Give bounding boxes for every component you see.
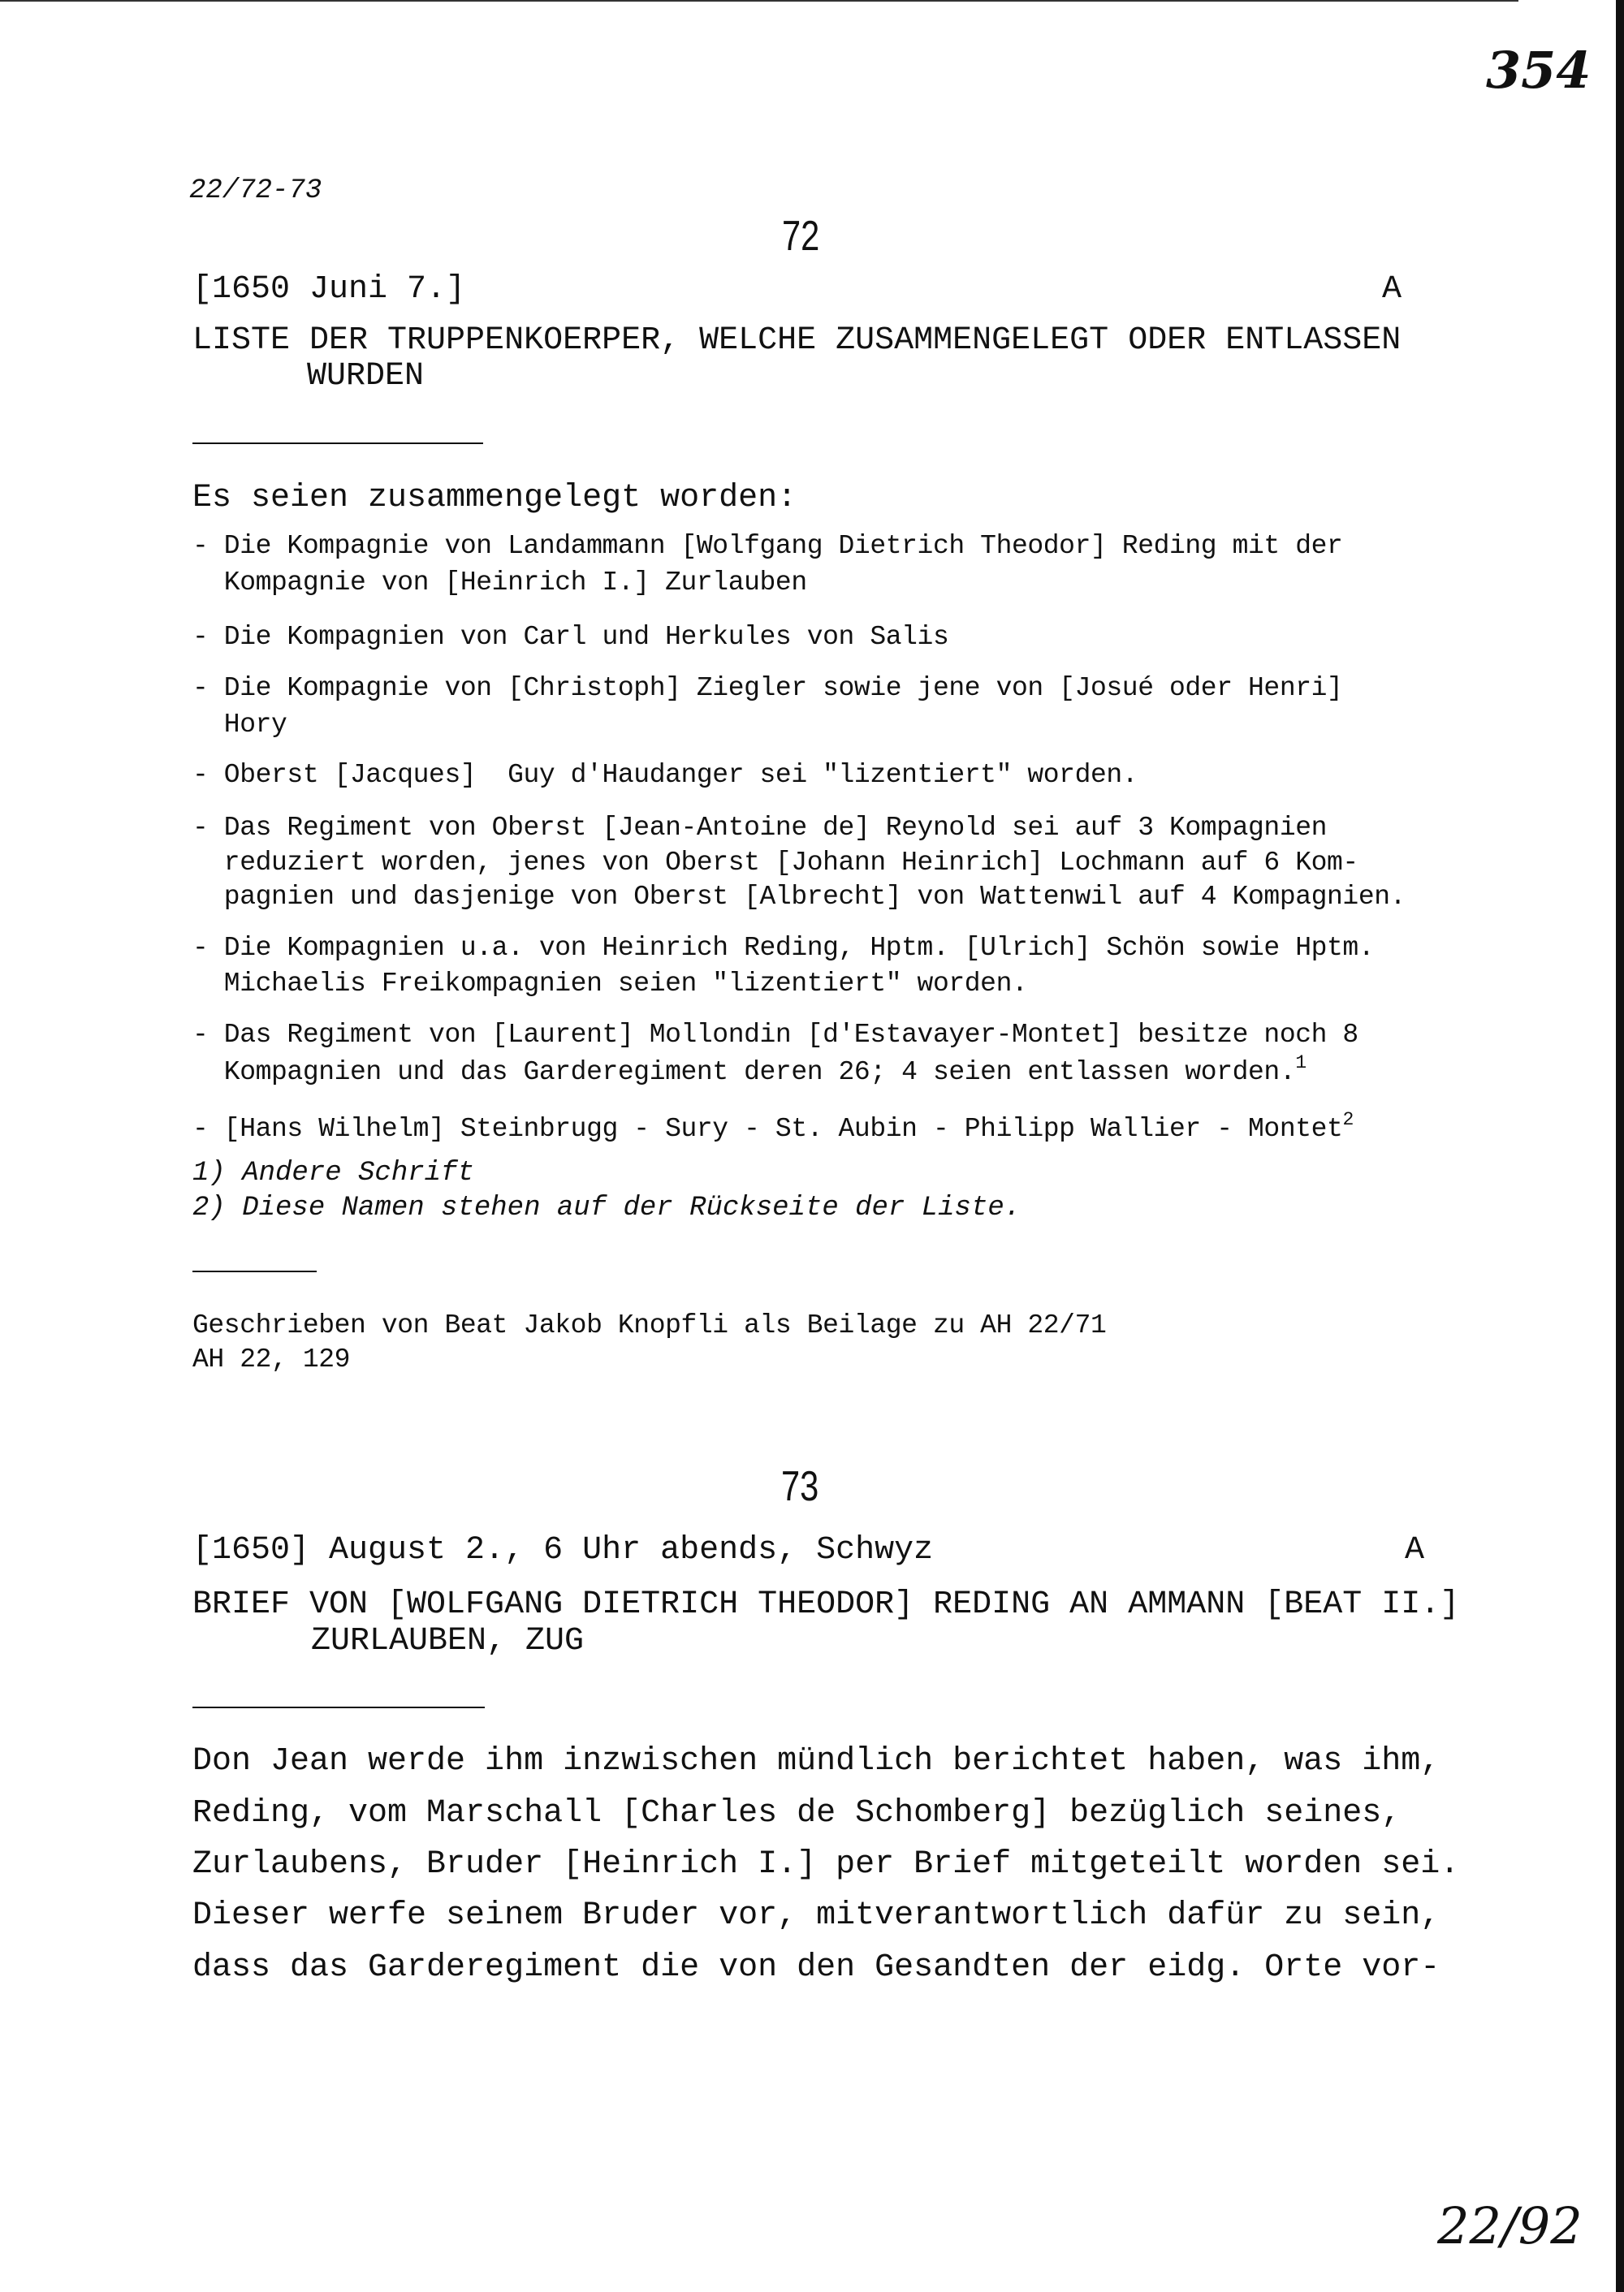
list-item-cont: reduziert worden, jenes von Oberst [Johann Heinrich] Lochmann auf 6 Kom- <box>192 848 1358 878</box>
divider <box>192 1271 317 1272</box>
document-date: [1650 Juni 7.] <box>192 271 466 308</box>
list-item: - Die Kompagnien u.a. von Heinrich Reding, Hptm. [Ulrich] Schön sowie Hptm. <box>192 933 1375 963</box>
document-title: LISTE DER TRUPPENKOERPER, WELCHE ZUSAMMENGELEGT ODER ENTLASSEN <box>192 322 1402 359</box>
body-line: Zurlaubens, Bruder [Heinrich I.] per Brief mitgeteilt worden sei. <box>192 1846 1460 1883</box>
body-line: dass das Garderegiment die von den Gesandten der eidg. Orte vor- <box>192 1949 1440 1986</box>
divider <box>192 442 483 444</box>
scan-edge-right <box>1616 0 1624 2292</box>
archive-reference: 22/72-73 <box>189 175 322 206</box>
list-item-cont: Kompagnie von [Heinrich I.] Zurlauben <box>192 568 807 598</box>
document-date: [1650] August 2., 6 Uhr abends, Schwyz <box>192 1532 934 1569</box>
list-item <box>192 1111 1354 1142</box>
source-note: Geschrieben von Beat Jakob Knopfli als Beilage zu AH 22/71 <box>192 1310 1107 1340</box>
body-line: Reding, vom Marschall [Charles de Schomberg] bezüglich seines, <box>192 1795 1402 1832</box>
list-item-cont <box>192 1054 1307 1086</box>
document-title: BRIEF VON [WOLFGANG DIETRICH THEODOR] REDING AN AMMANN [BEAT II.] <box>192 1586 1460 1623</box>
document-number-72: 72 <box>782 213 820 260</box>
footnote-mark: 1 <box>1295 1052 1307 1073</box>
list-item-text: - [Hans Wilhelm] Steinbrugg - Sury - St. Aubin - Philipp Wallier - Montet <box>192 1113 1343 1144</box>
divider <box>192 1707 485 1708</box>
list-item-text: Kompagnien und das Garderegiment deren 26; 4 seien entlassen worden. <box>192 1056 1296 1087</box>
footnote: 1) Andere Schrift <box>192 1158 474 1189</box>
list-item: - Das Regiment von Oberst [Jean-Antoine de] Reynold sei auf 3 Kompagnien <box>192 813 1328 843</box>
list-item-cont: Hory <box>192 710 287 740</box>
scan-edge-top <box>0 0 1518 2</box>
document-number-73: 73 <box>781 1463 819 1510</box>
list-item: - Das Regiment von [Laurent] Mollondin [d'Estavayer-Montet] besitze noch 8 <box>192 1020 1358 1050</box>
source-reference: AH 22, 129 <box>192 1345 351 1375</box>
list-item: - Oberst [Jacques] Guy d'Haudanger sei "lizentiert" worden. <box>192 760 1138 790</box>
body-line: Dieser werfe seinem Bruder vor, mitverantwortlich dafür zu sein, <box>192 1897 1440 1934</box>
document-title-cont: WURDEN <box>307 358 425 395</box>
footnote: 2) Diese Namen stehen auf der Rückseite der Liste. <box>192 1193 1021 1224</box>
intro-text: Es seien zusammengelegt worden: <box>192 480 797 516</box>
document-title-cont: ZURLAUBEN, ZUG <box>311 1623 585 1660</box>
handwritten-page-number: 354 <box>1486 41 1592 100</box>
list-item: - Die Kompagnien von Carl und Herkules von Salis <box>192 622 949 652</box>
list-item-cont: Michaelis Freikompagnien seien "lizentiert" worden. <box>192 969 1028 999</box>
handwritten-folio: 22/92 <box>1437 2196 1583 2255</box>
body-line: Don Jean werde ihm inzwischen mündlich berichtet haben, was ihm, <box>192 1743 1440 1780</box>
document-type-letter: A <box>1405 1532 1425 1569</box>
list-item: - Die Kompagnie von Landammann [Wolfgang Dietrich Theodor] Reding mit der <box>192 531 1343 561</box>
list-item-cont: pagnien und dasjenige von Oberst [Albrecht] von Wattenwil auf 4 Kompagnien. <box>192 882 1406 912</box>
footnote-mark: 2 <box>1342 1109 1354 1130</box>
list-item: - Die Kompagnie von [Christoph] Ziegler sowie jene von [Josué oder Henri] <box>192 673 1343 703</box>
document-type-letter: A <box>1382 271 1402 308</box>
